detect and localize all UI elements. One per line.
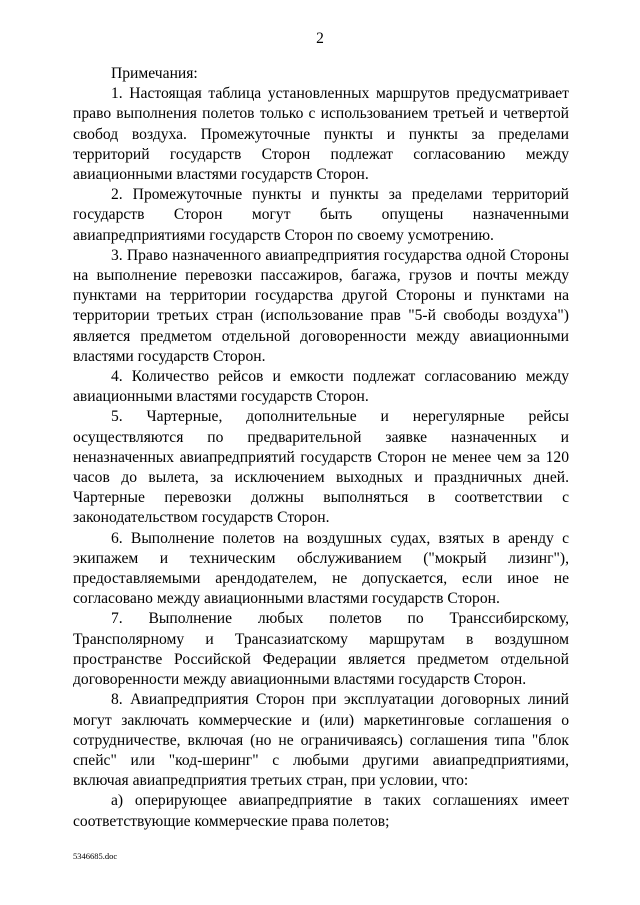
footer-filename: 5346685.doc bbox=[73, 851, 118, 861]
note-paragraph-8: 8. Авиапредприятия Сторон при эксплуатации договорных линий могут заключать коммерческие и (или) маркетинговые соглашения о сотрудничестве, включая (но не ограничиваясь) соглашения типа "блок спейс" или "код-шеринг" с любыми другими авиапредприятиями, включая авиапредприятия третьих стран, при условии, что: bbox=[73, 691, 569, 790]
note-subparagraph-a: а) оперирующее авиапредприятие в таких соглашениях имеет соответствующие коммерческие права полетов; bbox=[73, 792, 569, 830]
note-paragraph-5: 5. Чартерные, дополнительные и нерегулярные рейсы осуществляются по предварительной заявке назначенных и неназначенных авиапредприятий государств Сторон не менее чем за 120 часов до вылета, за исключением выходных и праздничных дней. Чартерные перевозки должны выполняться в соответствии с законодательством государств Сторон. bbox=[73, 408, 569, 527]
note-paragraph-3: 3. Право назначенного авиапредприятия государства одной Стороны на выполнение перевозки пассажиров, багажа, грузов и почты между пунктами на территории государства другой Стороны и пунктами на территории третьих стран (использование прав "5-й свободы воздуха") является предметом отдельной договоренности между авиационными властями государств Сторон. bbox=[73, 246, 569, 365]
note-paragraph-4: 4. Количество рейсов и емкости подлежат согласованию между авиационными властями государств Сторон. bbox=[73, 368, 569, 406]
note-paragraph-2: 2. Промежуточные пункты и пункты за пределами территорий государств Сторон могут быть опущены назначенными авиапредприятиями государств Сторон по своему усмотрению. bbox=[73, 186, 569, 244]
document-body bbox=[73, 64, 569, 832]
note-paragraph-1: 1. Настоящая таблица установленных маршрутов предусматривает право выполнения полетов только с использованием третьей и четвертой свобод воздуха. Промежуточные пункты и пункты за пределами территорий государств Сторон подлежат согласованию между авиационными властями государств Сторон. bbox=[73, 85, 569, 184]
page-number: 2 bbox=[316, 30, 324, 47]
notes-heading: Примечания: bbox=[111, 65, 198, 82]
note-paragraph-6: 6. Выполнение полетов на воздушных судах, взятых в аренду с экипажем и техническим обслуживанием ("мокрый лизинг"), предоставляемыми арендодателем, не допускается, если иное не согласовано между авиационными властями государств Сторон. bbox=[73, 529, 569, 608]
note-paragraph-7: 7. Выполнение любых полетов по Транссибирскому, Трансполярному и Трансазиатскому маршрутам в воздушном пространстве Российской Федерации является предметом отдельной договоренности между авиационными властями государств Сторон. bbox=[73, 610, 569, 689]
